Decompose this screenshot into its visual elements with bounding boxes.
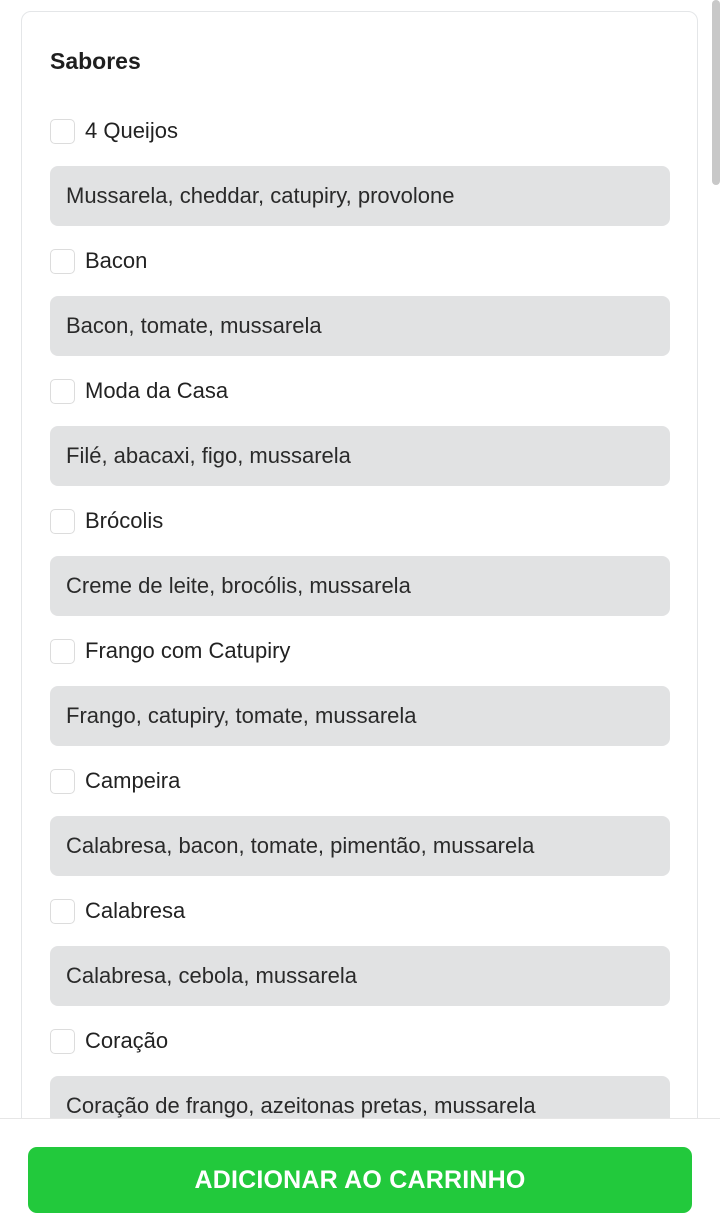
flavor-description: Calabresa, bacon, tomate, pimentão, mussarela: [50, 816, 670, 876]
flavor-checkbox[interactable]: [50, 1029, 75, 1054]
flavor-option-label[interactable]: [50, 117, 178, 145]
flavor-option: [50, 117, 670, 247]
footer-bar: [0, 1118, 720, 1219]
flavor-name: Campeira: [85, 768, 181, 793]
flavor-option-label[interactable]: [50, 1027, 168, 1055]
flavor-option: [50, 507, 670, 637]
flavor-description: Mussarela, cheddar, catupiry, provolone: [50, 166, 670, 226]
flavor-option-label[interactable]: [50, 897, 185, 925]
flavor-checkbox[interactable]: [50, 119, 75, 144]
flavor-description: Bacon, tomate, mussarela: [50, 296, 670, 356]
flavor-option: [50, 377, 670, 507]
flavor-option-label[interactable]: [50, 507, 163, 535]
flavor-name: Coração: [85, 1028, 169, 1053]
flavor-checkbox[interactable]: [50, 379, 75, 404]
flavor-checkbox[interactable]: [50, 509, 75, 534]
section-title: Sabores: [50, 48, 141, 74]
flavor-description: Frango, catupiry, tomate, mussarela: [50, 686, 670, 746]
flavor-checkbox[interactable]: [50, 249, 75, 274]
flavor-description: Filé, abacaxi, figo, mussarela: [50, 426, 670, 486]
flavor-option: [50, 767, 670, 897]
flavor-option-label[interactable]: [50, 767, 180, 795]
flavor-description: Creme de leite, brocólis, mussarela: [50, 556, 670, 616]
add-to-cart-button[interactable]: ADICIONAR AO CARRINHO: [28, 1147, 692, 1213]
flavor-option-label[interactable]: [50, 377, 228, 405]
flavor-name: Moda da Casa: [85, 378, 229, 403]
flavor-name: Frango com Catupiry: [85, 638, 291, 663]
flavor-name: Bacon: [85, 248, 148, 273]
scrollbar-thumb[interactable]: [712, 0, 720, 185]
flavor-checkbox[interactable]: [50, 639, 75, 664]
flavor-description: Calabresa, cebola, mussarela: [50, 946, 670, 1006]
flavor-option-label[interactable]: [50, 637, 290, 665]
flavor-checkbox[interactable]: [50, 899, 75, 924]
flavor-option-list: [50, 117, 670, 1157]
flavor-name: Calabresa: [85, 898, 186, 923]
flavor-option-label[interactable]: [50, 247, 147, 275]
flavor-description: Coração de frango, azeitonas pretas, mussarela: [50, 1076, 670, 1136]
flavor-name: 4 Queijos: [85, 118, 178, 143]
flavor-option: [50, 897, 670, 1027]
flavor-option: [50, 637, 670, 767]
flavor-option: [50, 247, 670, 377]
flavor-name: Brócolis: [85, 508, 164, 533]
flavor-checkbox[interactable]: [50, 769, 75, 794]
